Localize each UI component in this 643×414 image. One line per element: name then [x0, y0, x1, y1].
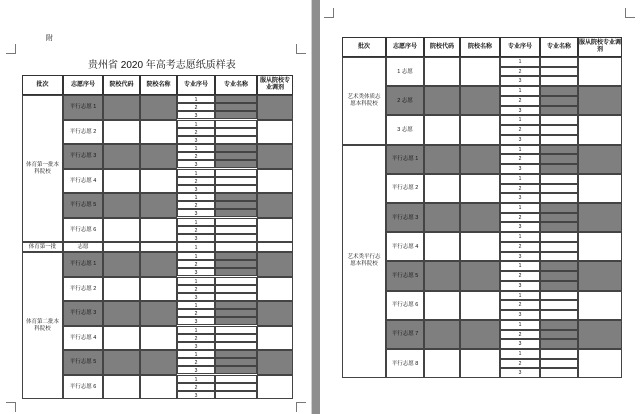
adjustment-input[interactable]: [257, 144, 293, 169]
major-number: 2: [500, 67, 540, 77]
major-name-input[interactable]: [540, 339, 578, 349]
major-name-input[interactable]: [540, 359, 578, 369]
adjustment-input[interactable]: [257, 120, 293, 145]
major-name-input[interactable]: [540, 115, 578, 125]
major-name-input[interactable]: [215, 128, 257, 136]
major-name-input[interactable]: [215, 185, 257, 193]
choice-label: 平行志愿 1: [69, 104, 97, 111]
choice-label: 平行志愿 5: [69, 359, 97, 366]
school-name-input[interactable]: [460, 232, 500, 261]
major-number: 3: [500, 106, 540, 116]
major-number: 3: [500, 368, 540, 378]
major-number: 3: [177, 342, 215, 350]
batch-label: 体育第二批本科院校: [25, 318, 59, 332]
batch-cell: [342, 145, 386, 379]
school-name-input[interactable]: [140, 252, 177, 277]
school-name-input[interactable]: [460, 349, 500, 378]
major-number: 1: [177, 350, 215, 358]
major-name-input[interactable]: [215, 103, 257, 111]
major-name-input[interactable]: [540, 271, 578, 281]
school-name-input[interactable]: [460, 57, 500, 86]
choice-label-cell: [63, 169, 103, 194]
major-name-input[interactable]: [215, 277, 257, 285]
adjustment-input[interactable]: [257, 326, 293, 351]
choice-label-cell: [386, 57, 424, 86]
major-name-input[interactable]: [215, 242, 257, 252]
school-name-input[interactable]: [140, 193, 177, 218]
school-code-input[interactable]: [424, 145, 460, 174]
major-name-input[interactable]: [215, 366, 257, 374]
batch-cell: [22, 252, 63, 399]
major-number: 1: [500, 86, 540, 96]
school-code-input[interactable]: [424, 115, 460, 144]
major-name-input[interactable]: [215, 317, 257, 325]
school-code-input[interactable]: [424, 291, 460, 320]
major-number: 2: [500, 154, 540, 164]
major-number: 1: [500, 261, 540, 271]
major-number: 3: [177, 391, 215, 399]
major-number: 2: [177, 334, 215, 342]
choice-label: 平行志愿 4: [391, 243, 419, 250]
major-name-input[interactable]: [215, 326, 257, 334]
major-name-input[interactable]: [215, 120, 257, 128]
major-name-input[interactable]: [540, 368, 578, 378]
major-number: 1: [500, 145, 540, 155]
adjustment-input[interactable]: [578, 261, 622, 290]
major-number: 1: [177, 375, 215, 383]
choice-label: 2 志愿: [397, 97, 413, 104]
batch-cell: [22, 242, 63, 252]
batch-label: 体育第一批: [28, 243, 57, 250]
crop-mark: [296, 402, 306, 412]
column-header: 院校名称: [460, 37, 500, 57]
major-name-input[interactable]: [215, 293, 257, 301]
school-code-input[interactable]: [103, 375, 140, 400]
major-name-input[interactable]: [215, 391, 257, 399]
adjustment-input[interactable]: [257, 252, 293, 277]
major-number: 1: [177, 218, 215, 226]
major-number: 2: [177, 128, 215, 136]
major-name-input[interactable]: [215, 169, 257, 177]
school-name-input[interactable]: [460, 174, 500, 203]
major-number: 2: [177, 260, 215, 268]
school-name-input[interactable]: [460, 115, 500, 144]
right-document-page: [320, 0, 643, 414]
choice-label-cell: [63, 301, 103, 326]
major-name-input[interactable]: [540, 213, 578, 223]
adjustment-input[interactable]: [257, 375, 293, 400]
major-number: 3: [177, 160, 215, 168]
major-name-input[interactable]: [540, 193, 578, 203]
page-title: 贵州省 2020 年高考志愿纸质样表: [88, 60, 236, 71]
choice-label: 平行志愿 6: [391, 302, 419, 309]
major-name-input[interactable]: [215, 383, 257, 391]
left-document-page: [0, 0, 312, 414]
column-header: 专业名称: [215, 75, 257, 95]
choice-label: 平行志愿 8: [391, 360, 419, 367]
choice-label-cell: [63, 277, 103, 302]
batch-label: 体育第一批本科院校: [25, 161, 59, 175]
major-number: 3: [500, 193, 540, 203]
adjustment-input[interactable]: [257, 169, 293, 194]
major-name-input[interactable]: [540, 174, 578, 184]
school-name-input[interactable]: [140, 326, 177, 351]
adjustment-input[interactable]: [578, 115, 622, 144]
major-name-input[interactable]: [215, 358, 257, 366]
major-name-input[interactable]: [215, 136, 257, 144]
major-number: 3: [500, 339, 540, 349]
school-name-input[interactable]: [140, 375, 177, 400]
choice-label-cell: [386, 203, 424, 232]
major-number: 2: [177, 152, 215, 160]
major-number: 2: [177, 309, 215, 317]
major-number: 2: [500, 330, 540, 340]
school-code-input[interactable]: [424, 86, 460, 115]
adjustment-input[interactable]: [257, 218, 293, 243]
school-name-input[interactable]: [140, 350, 177, 375]
adjustment-input[interactable]: [257, 193, 293, 218]
major-number: 3: [500, 310, 540, 320]
crop-mark: [6, 402, 16, 412]
school-name-input[interactable]: [140, 144, 177, 169]
major-number: 1: [500, 320, 540, 330]
major-number: 3: [177, 317, 215, 325]
major-number: 2: [177, 358, 215, 366]
adjustment-input[interactable]: [578, 232, 622, 261]
school-code-input[interactable]: [103, 326, 140, 351]
major-name-input[interactable]: [215, 201, 257, 209]
adjustment-input[interactable]: [578, 291, 622, 320]
choice-label: 平行志愿 4: [69, 334, 97, 341]
major-number: 3: [500, 281, 540, 291]
major-number: 2: [500, 359, 540, 369]
school-code-input[interactable]: [424, 203, 460, 232]
major-name-input[interactable]: [215, 160, 257, 168]
major-name-input[interactable]: [215, 334, 257, 342]
major-name-input[interactable]: [540, 184, 578, 194]
major-number: 1: [177, 252, 215, 260]
column-header: 院校代码: [103, 75, 140, 95]
major-number: 3: [177, 268, 215, 276]
major-number: 2: [177, 285, 215, 293]
adjustment-input[interactable]: [578, 349, 622, 378]
adjustment-input[interactable]: [578, 203, 622, 232]
major-name-input[interactable]: [540, 349, 578, 359]
major-name-input[interactable]: [215, 309, 257, 317]
choice-label-cell: [63, 252, 103, 277]
major-name-input[interactable]: [215, 375, 257, 383]
major-name-input[interactable]: [215, 193, 257, 201]
choice-label-cell: [386, 232, 424, 261]
column-header: 批次: [22, 75, 63, 95]
school-code-input[interactable]: [103, 277, 140, 302]
school-name-input[interactable]: [140, 218, 177, 243]
choice-label: 平行志愿 4: [69, 177, 97, 184]
school-name-input[interactable]: [460, 145, 500, 174]
major-number: 3: [500, 135, 540, 145]
major-number: 2: [500, 242, 540, 252]
major-number: 1: [500, 57, 540, 67]
choice-label: 平行志愿 6: [69, 226, 97, 233]
major-number: 1: [500, 174, 540, 184]
major-number: 1: [177, 301, 215, 309]
crop-mark: [324, 8, 334, 18]
major-name-input[interactable]: [215, 350, 257, 358]
major-number: 1: [177, 193, 215, 201]
choice-label: 平行志愿 2: [69, 128, 97, 135]
major-number: 1: [500, 232, 540, 242]
adjustment-input[interactable]: [578, 320, 622, 349]
school-code-input[interactable]: [424, 57, 460, 86]
major-number: 2: [500, 184, 540, 194]
choice-label: 1 志愿: [397, 68, 413, 75]
school-code-input[interactable]: [103, 242, 140, 252]
column-header: 服从院校专业调剂: [257, 75, 293, 95]
choice-label-cell: [63, 218, 103, 243]
major-name-input[interactable]: [215, 301, 257, 309]
choice-label-cell: [386, 174, 424, 203]
major-number: 3: [177, 136, 215, 144]
batch-label: 艺术类体质志愿本科院校: [347, 93, 381, 107]
choice-label: 平行志愿 1: [69, 261, 97, 268]
major-number: 1: [177, 144, 215, 152]
major-name-input[interactable]: [540, 145, 578, 155]
major-name-input[interactable]: [215, 177, 257, 185]
choice-label-cell: [63, 193, 103, 218]
choice-label: 志愿: [77, 244, 89, 250]
major-name-input[interactable]: [215, 260, 257, 268]
school-code-input[interactable]: [424, 320, 460, 349]
major-number: 1: [500, 349, 540, 359]
major-name-input[interactable]: [215, 226, 257, 234]
school-code-input[interactable]: [103, 193, 140, 218]
column-header: 志愿序号: [63, 75, 103, 95]
major-number: 2: [500, 125, 540, 135]
major-name-input[interactable]: [540, 330, 578, 340]
school-name-input[interactable]: [140, 301, 177, 326]
major-number: 3: [500, 252, 540, 262]
major-name-input[interactable]: [540, 203, 578, 213]
adjustment-input[interactable]: [578, 57, 622, 86]
batch-cell: [342, 57, 386, 145]
major-name-input[interactable]: [540, 232, 578, 242]
choice-label-cell: [63, 242, 103, 252]
major-name-input[interactable]: [540, 76, 578, 86]
major-number: 2: [500, 213, 540, 223]
major-number: 3: [500, 164, 540, 174]
major-number: 3: [177, 209, 215, 217]
major-number: 2: [500, 271, 540, 281]
major-name-input[interactable]: [540, 86, 578, 96]
major-name-input[interactable]: [540, 135, 578, 145]
column-header: 批次: [342, 37, 386, 57]
batch-label: 艺术类平行志愿本科院校: [347, 254, 381, 268]
choice-label-cell: [63, 326, 103, 351]
school-name-input[interactable]: [140, 95, 177, 120]
crop-mark: [6, 44, 16, 54]
choice-label-cell: [386, 145, 424, 174]
major-number: 3: [177, 293, 215, 301]
school-code-input[interactable]: [424, 174, 460, 203]
school-code-input[interactable]: [424, 232, 460, 261]
major-name-input[interactable]: [540, 320, 578, 330]
school-name-input[interactable]: [140, 277, 177, 302]
batch-cell: [22, 95, 63, 242]
major-name-input[interactable]: [540, 242, 578, 252]
major-number: 2: [177, 383, 215, 391]
major-number: 2: [500, 300, 540, 310]
major-number: 3: [177, 366, 215, 374]
choice-label-cell: [63, 375, 103, 400]
major-name-input[interactable]: [215, 144, 257, 152]
column-header: 院校名称: [140, 75, 177, 95]
choice-label-cell: [386, 261, 424, 290]
adjustment-input[interactable]: [257, 350, 293, 375]
school-name-input[interactable]: [460, 86, 500, 115]
major-number: 2: [177, 226, 215, 234]
major-number: 1: [177, 326, 215, 334]
major-name-input[interactable]: [215, 268, 257, 276]
adjustment-input[interactable]: [578, 145, 622, 174]
choice-label: 平行志愿 6: [69, 383, 97, 390]
adjustment-input[interactable]: [257, 277, 293, 302]
school-code-input[interactable]: [103, 144, 140, 169]
page-gutter: [312, 0, 320, 414]
major-name-input[interactable]: [215, 218, 257, 226]
major-name-input[interactable]: [215, 234, 257, 242]
school-name-input[interactable]: [460, 261, 500, 290]
choice-label: 平行志愿 2: [391, 185, 419, 192]
major-name-input[interactable]: [540, 252, 578, 262]
major-name-input[interactable]: [215, 285, 257, 293]
choice-label: 平行志愿 5: [69, 202, 97, 209]
major-name-input[interactable]: [540, 96, 578, 106]
school-name-input[interactable]: [140, 242, 177, 252]
major-number: 3: [177, 234, 215, 242]
school-name-input[interactable]: [460, 291, 500, 320]
major-number: 1: [177, 95, 215, 103]
major-number: 1: [177, 120, 215, 128]
major-name-input[interactable]: [215, 152, 257, 160]
major-number: 2: [500, 96, 540, 106]
major-number: 1: [500, 115, 540, 125]
major-name-input[interactable]: [540, 164, 578, 174]
school-code-input[interactable]: [103, 350, 140, 375]
major-number: 1: [177, 277, 215, 285]
school-name-input[interactable]: [140, 120, 177, 145]
choice-label-cell: [386, 291, 424, 320]
school-code-input[interactable]: [103, 95, 140, 120]
major-name-input[interactable]: [215, 209, 257, 217]
major-number: 3: [177, 185, 215, 193]
choice-label: 平行志愿 3: [69, 153, 97, 160]
choice-label: 3 志愿: [397, 126, 413, 133]
major-name-input[interactable]: [540, 106, 578, 116]
school-code-input[interactable]: [424, 261, 460, 290]
major-name-input[interactable]: [540, 310, 578, 320]
column-header: 志愿序号: [386, 37, 424, 57]
column-header: 专业序号: [177, 75, 215, 95]
major-number: 3: [500, 222, 540, 232]
column-header: 院校代码: [424, 37, 460, 57]
column-header: 专业名称: [540, 37, 578, 57]
major-number: 1: [177, 169, 215, 177]
choice-label: 平行志愿 5: [391, 272, 419, 279]
choice-label-cell: [63, 120, 103, 145]
major-name-input[interactable]: [540, 281, 578, 291]
choice-label: 平行志愿 3: [69, 310, 97, 317]
crop-mark: [296, 44, 306, 54]
major-name-input[interactable]: [540, 125, 578, 135]
choice-label: 平行志愿 7: [391, 331, 419, 338]
choice-label-cell: [63, 144, 103, 169]
school-name-input[interactable]: [140, 169, 177, 194]
choice-label: 平行志愿 2: [69, 285, 97, 292]
major-number: 2: [177, 201, 215, 209]
column-header: 专业序号: [500, 37, 540, 57]
choice-label-cell: [63, 350, 103, 375]
school-name-input[interactable]: [460, 320, 500, 349]
choice-label-cell: [386, 320, 424, 349]
school-code-input[interactable]: [103, 301, 140, 326]
major-number: 3: [177, 111, 215, 119]
major-name-input[interactable]: [540, 300, 578, 310]
major-number: 3: [500, 76, 540, 86]
major-number: 1: [500, 291, 540, 301]
choice-label-cell: [386, 86, 424, 115]
school-code-input[interactable]: [424, 349, 460, 378]
choice-label: 平行志愿 1: [391, 156, 419, 163]
school-code-input[interactable]: [103, 252, 140, 277]
adjustment-input[interactable]: [257, 95, 293, 120]
school-code-input[interactable]: [103, 120, 140, 145]
crop-mark: [625, 8, 635, 18]
school-code-input[interactable]: [103, 169, 140, 194]
major-name-input[interactable]: [540, 154, 578, 164]
major-name-input[interactable]: [540, 291, 578, 301]
major-name-input[interactable]: [215, 342, 257, 350]
adjustment-input[interactable]: [257, 301, 293, 326]
major-number: 2: [177, 103, 215, 111]
adjustment-input[interactable]: [578, 86, 622, 115]
major-name-input[interactable]: [540, 222, 578, 232]
adjustment-input[interactable]: [257, 242, 293, 252]
annex-label: 附: [46, 35, 53, 42]
school-name-input[interactable]: [460, 203, 500, 232]
major-number: 1: [500, 203, 540, 213]
major-number: 2: [177, 177, 215, 185]
major-name-input[interactable]: [540, 57, 578, 67]
major-name-input[interactable]: [215, 111, 257, 119]
major-name-input[interactable]: [540, 261, 578, 271]
choice-label: 平行志愿 3: [391, 214, 419, 221]
column-header: 服从院校专业调剂: [578, 37, 622, 57]
choice-label-cell: [386, 349, 424, 378]
choice-label-cell: [63, 95, 103, 120]
adjustment-input[interactable]: [578, 174, 622, 203]
major-number: 1: [177, 242, 215, 252]
choice-label-cell: [386, 115, 424, 144]
major-name-input[interactable]: [215, 252, 257, 260]
major-name-input[interactable]: [540, 67, 578, 77]
major-name-input[interactable]: [215, 95, 257, 103]
school-code-input[interactable]: [103, 218, 140, 243]
